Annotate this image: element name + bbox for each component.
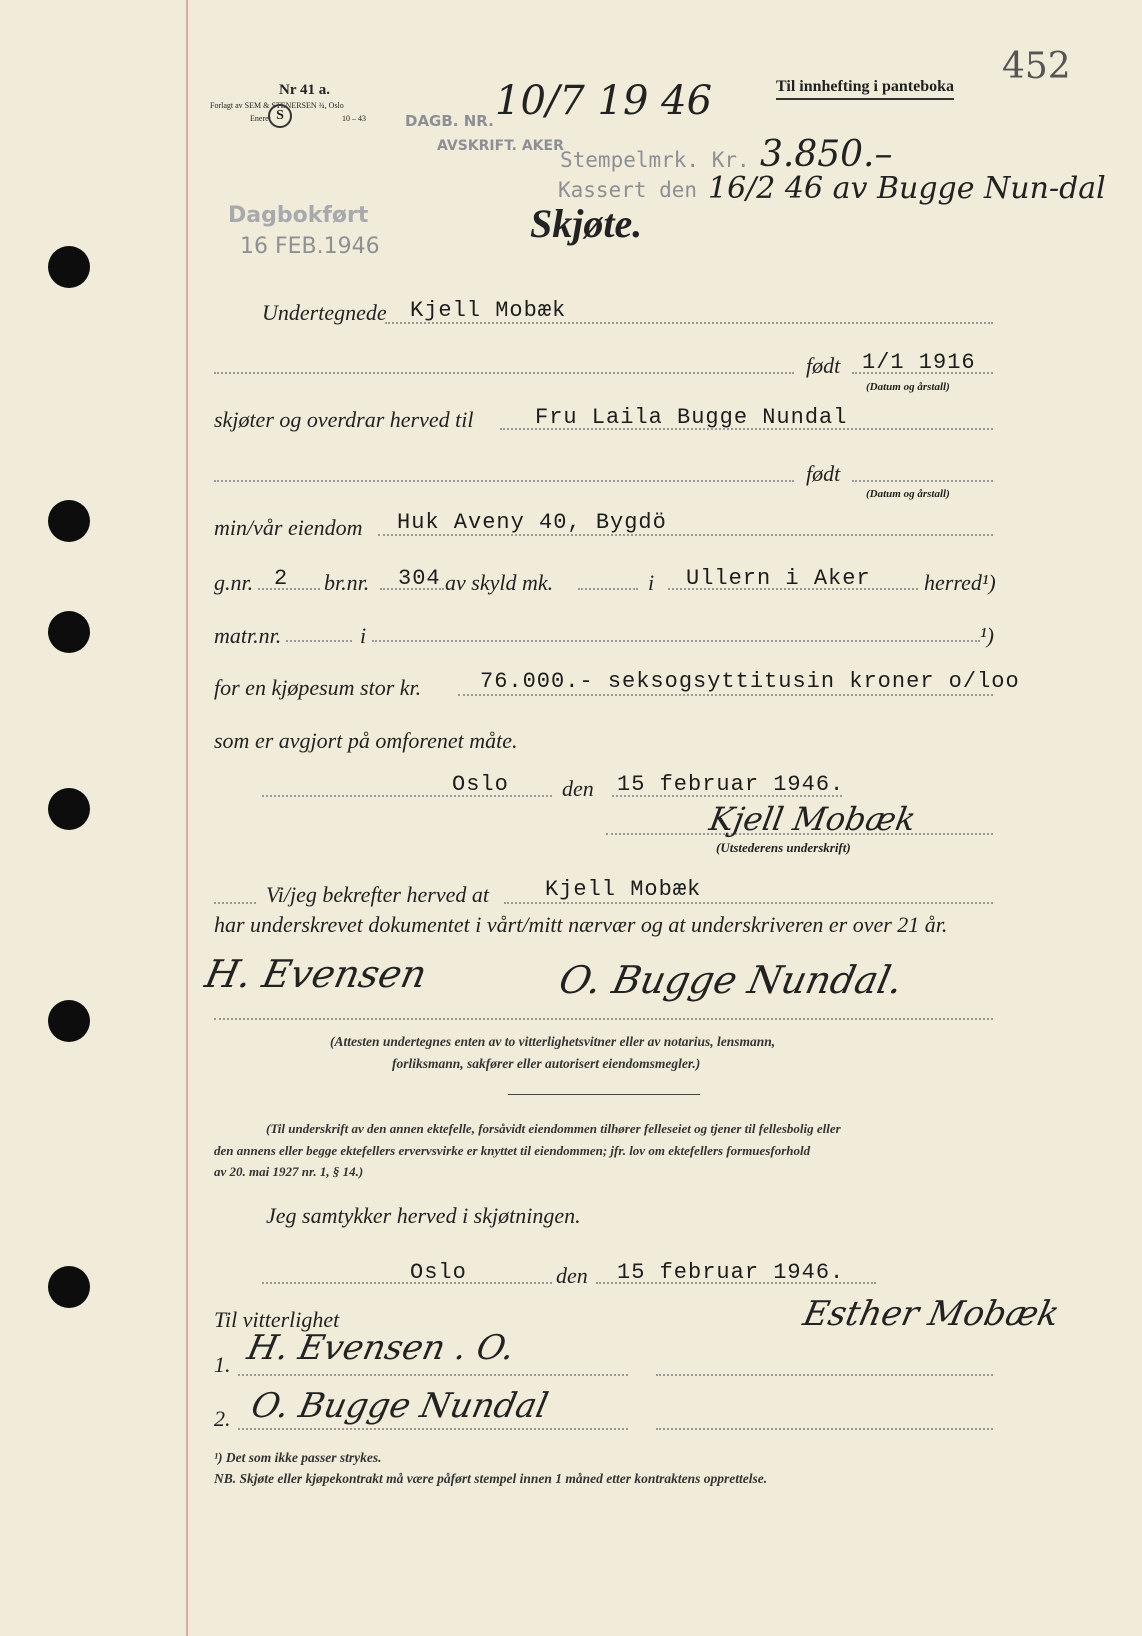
dotted-line <box>852 480 993 482</box>
witness-signature-2: O. Bugge Nundal. <box>555 958 907 1002</box>
nb-note: NB. Skjøte eller kjøpekontrakt må være påført stempel innen 1 måned etter kontraktens opprettelse. <box>214 1471 768 1486</box>
dotted-line <box>238 1428 628 1430</box>
dotted-line <box>458 694 993 696</box>
dotted-line <box>656 1374 993 1376</box>
purchase-price: 76.000.- seksogsyttitusin kroner o/loo <box>480 669 1020 694</box>
attest-note-1: (Attesten undertegnes enten av to vitterlighetsvitner eller av notarius, lensmann, <box>330 1034 776 1049</box>
seller-signature: Kjell Mobæk <box>706 800 919 838</box>
witness-statement: har underskrevet dokumentet i vårt/mitt nærvær og at underskriveren er over 21 år. <box>214 912 948 937</box>
price-label: for en kjøpesum stor kr. <box>214 675 422 700</box>
page-number: 452 <box>1002 46 1071 87</box>
skyld-label: av skyld mk. <box>445 570 554 595</box>
transfer-label: skjøter og overdrar herved til <box>214 407 474 432</box>
dotted-line <box>504 902 993 904</box>
kassert-label: Kassert den <box>558 178 698 202</box>
vitterlighet-signature-1: H. Evensen . O. <box>243 1328 519 1368</box>
spouse-signature: Esther Mobæk <box>799 1294 1063 1334</box>
punch-hole <box>48 1000 90 1042</box>
signing-place: Oslo <box>452 772 509 797</box>
spouse-note-3: av 20. mai 1927 nr. 1, § 14.) <box>214 1164 364 1179</box>
avskrift-stamp: AVSKRIFT. AKER <box>437 138 564 154</box>
kassert-value: 16/2 46 av Bugge Nun-dal <box>708 171 1106 206</box>
seller-name: Kjell Mobæk <box>410 298 567 323</box>
dotted-line <box>238 1374 628 1376</box>
spouse-note-2: den annens eller begge ektefellers ervervsvirke er knyttet til eiendommen; jfr. lov om ektefellers formuesforhold <box>214 1143 811 1158</box>
dagb-stamp: DAGB. NR. <box>405 112 494 130</box>
spouse-note-1: (Til underskrift av den annen ektefelle, forsåvidt eiendommen tilhører felleseiet og tjener til fellesbolig eller <box>266 1121 841 1136</box>
signature-hint: (Utstederens underskrift) <box>716 840 851 855</box>
signing-date: 15 februar 1946. <box>617 772 845 797</box>
dotted-line <box>262 1282 552 1284</box>
property-address: Huk Aveny 40, Bygdö <box>397 510 667 535</box>
stempel-value: 3.850.– <box>760 134 893 175</box>
dotted-line <box>258 588 320 590</box>
i-label: i <box>648 570 655 595</box>
matr-label: matr.nr. <box>214 623 282 648</box>
herred-label: herred¹) <box>924 570 996 595</box>
seller-born: 1/1 1916 <box>862 350 976 375</box>
matr-i-label: i <box>360 623 367 648</box>
punch-hole <box>48 611 90 653</box>
witness-signature-1: H. Evensen <box>201 952 431 996</box>
stempel-label: Stempelmrk. Kr. <box>560 148 750 172</box>
den-label: den <box>556 1263 588 1288</box>
dotted-line <box>578 588 638 590</box>
dagbokfort-stamp: Dagbokført <box>228 203 369 228</box>
agreed-text: som er avgjort på omforenet måte. <box>214 728 518 753</box>
publisher: Forlagt av SEM & STENERSEN ¾, Oslo <box>210 101 344 110</box>
dotted-line <box>372 640 980 642</box>
divider <box>508 1094 700 1095</box>
den-label: den <box>562 776 594 801</box>
punch-hole <box>48 246 90 288</box>
consent-date: 15 februar 1946. <box>617 1260 845 1285</box>
footnote-mark: ¹) <box>980 623 994 648</box>
confirm-label: Vi/jeg bekrefter herved at <box>266 882 489 907</box>
footnote: ¹) Det som ikke passer strykes. <box>214 1450 382 1465</box>
vitterlighet-label: Til vitterlighet <box>214 1307 340 1332</box>
dagb-number: 10/7 19 46 <box>495 78 713 124</box>
date-hint: (Datum og årstall) <box>866 488 950 500</box>
dagbokfort-date: 16 FEB.1946 <box>240 234 380 259</box>
undertegnede-label: Undertegnede <box>262 300 387 325</box>
dotted-line <box>214 902 256 904</box>
attest-note-2: forliksmann, sakfører eller autorisert eiendomsmegler.) <box>392 1056 701 1071</box>
dotted-line <box>214 1018 993 1020</box>
date-hint: (Datum og årstall) <box>866 381 950 393</box>
punch-hole <box>48 1266 90 1308</box>
brnr-value: 304 <box>398 566 441 591</box>
page-title: Skjøte. <box>530 201 643 246</box>
dotted-line <box>214 372 794 374</box>
herred-value: Ullern i Aker <box>686 566 871 591</box>
copyright: Eneret <box>250 114 271 123</box>
vitterlighet-signature-2: O. Bugge Nundal <box>247 1386 552 1426</box>
dotted-line <box>656 1428 993 1430</box>
gnr-value: 2 <box>274 566 289 591</box>
fodt-label: født <box>806 353 841 378</box>
confirmed-name: Kjell Mobæk <box>545 877 702 902</box>
gnr-label: g.nr. <box>214 570 254 595</box>
dotted-line <box>214 480 794 482</box>
witness-number-1: 1. <box>214 1352 231 1377</box>
margin-line <box>186 0 188 1636</box>
consent-place: Oslo <box>410 1260 467 1285</box>
dotted-line <box>286 640 352 642</box>
witness-number-2: 2. <box>214 1406 231 1431</box>
punch-hole <box>48 500 90 542</box>
attach-note: Til innhefting i panteboka <box>776 78 954 100</box>
eiendom-label: min/vår eiendom <box>214 515 363 540</box>
buyer-name: Fru Laila Bugge Nundal <box>535 405 848 430</box>
fodt-label: født <box>806 461 841 486</box>
brnr-label: br.nr. <box>324 570 370 595</box>
publisher-logo: S <box>268 104 292 128</box>
print-code: 10 – 43 <box>342 114 366 123</box>
form-number: Nr 41 a. <box>279 82 330 98</box>
punch-hole <box>48 788 90 830</box>
consent-text: Jeg samtykker herved i skjøtningen. <box>266 1203 581 1228</box>
